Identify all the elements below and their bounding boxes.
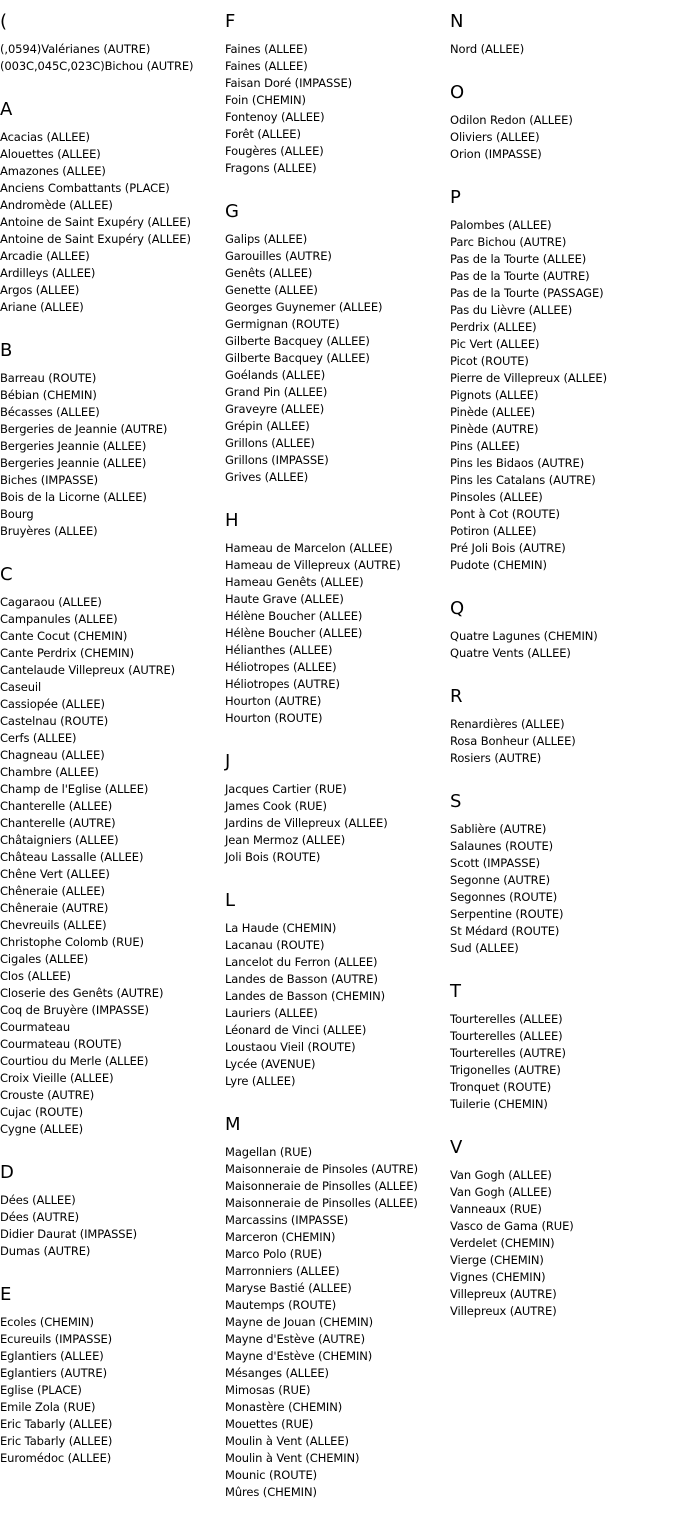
street-list-item[interactable]: Grillons (ALLEE)	[225, 436, 315, 450]
section-letter-heading: P	[450, 187, 461, 208]
letter-section	[0, 99, 225, 316]
street-list-item[interactable]: Faines (ALLEE)	[225, 59, 308, 73]
street-list-item[interactable]: Maisonneraie de Pinsoles (AUTRE)	[225, 1162, 419, 1176]
letter-section	[450, 82, 675, 163]
street-list-item[interactable]: Trigonelles (AUTRE)	[450, 1063, 561, 1077]
street-list-item[interactable]: Vignes (CHEMIN)	[450, 1270, 546, 1284]
street-list-item[interactable]: Villepreux (AUTRE)	[450, 1287, 557, 1301]
letter-section	[450, 598, 675, 662]
street-list-item[interactable]: Segonnes (ROUTE)	[450, 890, 558, 904]
street-list-item[interactable]: Marco Polo (RUE)	[225, 1247, 322, 1261]
street-list-item[interactable]: Landes de Basson (CHEMIN)	[225, 989, 386, 1003]
street-list-item[interactable]: Chêneraie (ALLEE)	[0, 884, 105, 898]
letter-section	[450, 791, 675, 957]
street-list-item[interactable]: Graveyre (ALLEE)	[225, 402, 325, 416]
street-list-item[interactable]: Hélène Boucher (ALLEE)	[225, 609, 363, 623]
street-list-item[interactable]: Croix Vieille (ALLEE)	[0, 1071, 114, 1085]
street-list-item[interactable]: Mésanges (ALLEE)	[225, 1366, 329, 1380]
street-list-item[interactable]: Courmateau (ROUTE)	[0, 1037, 122, 1051]
street-list-item[interactable]: Chagneau (ALLEE)	[0, 748, 105, 762]
street-list-item[interactable]: Emile Zola (RUE)	[0, 1400, 96, 1414]
street-list-item[interactable]: Marceron (CHEMIN)	[225, 1230, 336, 1244]
street-list-item[interactable]: Campanules (ALLEE)	[0, 612, 118, 626]
street-list-item[interactable]: Oliviers (ALLEE)	[450, 130, 540, 144]
street-list-item[interactable]: Ardilleys (ALLEE)	[0, 266, 96, 280]
street-list-item[interactable]: Galips (ALLEE)	[225, 232, 308, 246]
street-list-item[interactable]: Sablière (AUTRE)	[450, 822, 547, 836]
section-letter-heading: C	[0, 564, 13, 585]
street-list-item[interactable]: Rosa Bonheur (ALLEE)	[450, 734, 576, 748]
letter-section	[225, 1114, 450, 1501]
street-list-item[interactable]: Segonne (AUTRE)	[450, 873, 551, 887]
section-letter-heading: A	[0, 99, 13, 120]
street-list-item[interactable]: James Cook (RUE)	[225, 799, 327, 813]
street-list-item[interactable]: Chêneraie (AUTRE)	[0, 901, 109, 915]
street-list-item[interactable]: Acacias (ALLEE)	[0, 130, 90, 144]
street-list-item[interactable]: Bécasses (ALLEE)	[0, 405, 100, 419]
street-list-item[interactable]: Alouettes (ALLEE)	[0, 147, 101, 161]
street-list-item[interactable]: Marcassins (IMPASSE)	[225, 1213, 349, 1227]
street-list-item[interactable]: Pinsoles (ALLEE)	[450, 490, 543, 504]
section-letter-heading: (	[0, 11, 8, 32]
street-list-item[interactable]: (003C,045C,023C)Bichou (AUTRE)	[0, 59, 194, 73]
street-list-item[interactable]: Cante Cocut (CHEMIN)	[0, 629, 128, 643]
street-list-item[interactable]: Fougères (ALLEE)	[225, 144, 324, 158]
letter-section	[0, 1284, 225, 1467]
letter-section	[225, 510, 450, 727]
street-list-item[interactable]: Maisonneraie de Pinsolles (ALLEE)	[225, 1196, 418, 1210]
street-list-item[interactable]: Eric Tabarly (ALLEE)	[0, 1417, 113, 1431]
section-letter-heading: N	[450, 11, 464, 32]
street-list-item[interactable]: Courtiou du Merle (ALLEE)	[0, 1054, 149, 1068]
street-list-item[interactable]: Caseuil	[0, 680, 42, 694]
street-list-item[interactable]: Chanterelle (AUTRE)	[0, 816, 116, 830]
street-list-item[interactable]: Mûres (CHEMIN)	[225, 1485, 317, 1499]
street-list-item[interactable]: Coq de Bruyère (IMPASSE)	[0, 1003, 149, 1017]
street-list-item[interactable]: Parc Bichou (AUTRE)	[450, 235, 567, 249]
street-list-item[interactable]: Pudote (CHEMIN)	[450, 558, 547, 572]
street-list-item[interactable]: Vasco de Gama (RUE)	[450, 1219, 574, 1233]
street-list-item[interactable]: Eglantiers (ALLEE)	[0, 1349, 104, 1363]
street-list-item[interactable]: Genêts (ALLEE)	[225, 266, 313, 280]
street-list-item[interactable]: Pas de la Tourte (PASSAGE)	[450, 286, 604, 300]
street-list-item[interactable]: Rosiers (AUTRE)	[450, 751, 542, 765]
street-list-item[interactable]: Chambre (ALLEE)	[0, 765, 99, 779]
street-list-item[interactable]: Bourg	[0, 507, 34, 521]
street-list-item[interactable]: St Médard (ROUTE)	[450, 924, 560, 938]
street-list-item[interactable]: Cante Perdrix (CHEMIN)	[0, 646, 135, 660]
street-list-item[interactable]: Cerfs (ALLEE)	[0, 731, 77, 745]
street-list-item[interactable]: Genette (ALLEE)	[225, 283, 318, 297]
street-list-item[interactable]: Mayne de Jouan (CHEMIN)	[225, 1315, 374, 1329]
street-list-item[interactable]: Héliotropes (ALLEE)	[225, 660, 337, 674]
street-list-item[interactable]: Hélianthes (ALLEE)	[225, 643, 333, 657]
street-list-item[interactable]: Van Gogh (ALLEE)	[450, 1168, 552, 1182]
street-list-item[interactable]: Faines (ALLEE)	[225, 42, 308, 56]
street-list-item[interactable]: Pas de la Tourte (AUTRE)	[450, 269, 590, 283]
section-letter-heading: R	[450, 686, 463, 707]
street-list-item[interactable]: Cantelaude Villepreux (AUTRE)	[0, 663, 176, 677]
section-letter-heading: D	[0, 1162, 14, 1183]
street-list-item[interactable]: Champ de l'Eglise (ALLEE)	[0, 782, 149, 796]
street-list-item[interactable]: Château Lassalle (ALLEE)	[0, 850, 144, 864]
section-letter-heading: E	[0, 1284, 12, 1305]
street-list-item[interactable]: Pignots (ALLEE)	[450, 388, 539, 402]
street-list-item[interactable]: Landes de Basson (AUTRE)	[225, 972, 378, 986]
letter-section	[450, 981, 675, 1113]
street-list-item[interactable]: Castelnau (ROUTE)	[0, 714, 109, 728]
letter-section	[450, 187, 675, 574]
street-list-item[interactable]: Bergeries Jeannie (ALLEE)	[0, 456, 147, 470]
street-list-item[interactable]: Barreau (ROUTE)	[0, 371, 97, 385]
street-list-item[interactable]: Pont à Cot (ROUTE)	[450, 507, 560, 521]
street-list-item[interactable]: Quatre Lagunes (CHEMIN)	[450, 629, 598, 643]
street-list-item[interactable]: Jean Mermoz (ALLEE)	[225, 833, 346, 847]
street-list-item[interactable]: Cujac (ROUTE)	[0, 1105, 83, 1119]
street-list-item[interactable]: Hameau de Villepreux (AUTRE)	[225, 558, 401, 572]
letter-section	[225, 11, 450, 177]
street-list-item[interactable]: Tourterelles (AUTRE)	[450, 1046, 566, 1060]
street-list-item[interactable]: Renardières (ALLEE)	[450, 717, 565, 731]
street-list-item[interactable]: Vierge (CHEMIN)	[450, 1253, 544, 1267]
street-list-item[interactable]: Verdelet (CHEMIN)	[450, 1236, 555, 1250]
street-list-item[interactable]: Quatre Vents (ALLEE)	[450, 646, 571, 660]
street-list-item[interactable]: Moulin à Vent (CHEMIN)	[225, 1451, 360, 1465]
letter-section	[450, 686, 675, 767]
street-list-item[interactable]: Palombes (ALLEE)	[450, 218, 552, 232]
street-list-item[interactable]: Serpentine (ROUTE)	[450, 907, 564, 921]
street-list-item[interactable]: Potiron (ALLEE)	[450, 524, 537, 538]
letter-section	[0, 1162, 225, 1260]
street-list-item[interactable]: Antoine de Saint Exupéry (ALLEE)	[0, 215, 191, 229]
street-list-item[interactable]: Lancelot du Ferron (ALLEE)	[225, 955, 378, 969]
street-list-item[interactable]: Cygne (ALLEE)	[0, 1122, 84, 1136]
street-list-item[interactable]: Mouettes (RUE)	[225, 1417, 314, 1431]
street-list-item[interactable]: Mounic (ROUTE)	[225, 1468, 318, 1482]
street-list-item[interactable]: Orion (IMPASSE)	[450, 147, 542, 161]
street-list-item[interactable]: Georges Guynemer (ALLEE)	[225, 300, 383, 314]
section-letter-heading: L	[225, 890, 236, 911]
street-list-item[interactable]: Mayne d'Estève (AUTRE)	[225, 1332, 365, 1346]
section-letter-heading: F	[225, 11, 236, 32]
section-letter-heading: S	[450, 791, 462, 812]
street-list-item[interactable]: Eglise (PLACE)	[0, 1383, 82, 1397]
street-list-item[interactable]: Léonard de Vinci (ALLEE)	[225, 1023, 367, 1037]
letter-section	[225, 751, 450, 866]
street-list-item[interactable]: Foin (CHEMIN)	[225, 93, 306, 107]
letter-section	[0, 11, 225, 75]
street-list-item[interactable]: Pinède (AUTRE)	[450, 422, 539, 436]
street-list-item[interactable]: Faisan Doré (IMPASSE)	[225, 76, 353, 90]
index-column-3	[450, 11, 675, 1344]
section-letter-heading: V	[450, 1137, 463, 1158]
street-list-item[interactable]: Forêt (ALLEE)	[225, 127, 301, 141]
street-list-item[interactable]: Euromédoc (ALLEE)	[0, 1451, 112, 1465]
section-letter-heading: H	[225, 510, 239, 531]
street-list-item[interactable]: Bois de la Licorne (ALLEE)	[0, 490, 147, 504]
street-list-item[interactable]: Goélands (ALLEE)	[225, 368, 326, 382]
street-list-item[interactable]: Cigales (ALLEE)	[0, 952, 89, 966]
street-list-item[interactable]: Pinède (ALLEE)	[450, 405, 536, 419]
street-list-item[interactable]: Tronquet (ROUTE)	[450, 1080, 552, 1094]
street-list-item[interactable]: Pic Vert (ALLEE)	[450, 337, 540, 351]
street-list-item[interactable]: Maisonneraie de Pinsolles (ALLEE)	[225, 1179, 418, 1193]
street-list-item[interactable]: Châtaigniers (ALLEE)	[0, 833, 119, 847]
street-list-item[interactable]: Pas de la Tourte (ALLEE)	[450, 252, 587, 266]
street-list-item[interactable]: Grand Pin (ALLEE)	[225, 385, 328, 399]
street-list-item[interactable]: Lycée (AVENUE)	[225, 1057, 316, 1071]
street-list-item[interactable]: Cagaraou (ALLEE)	[0, 595, 102, 609]
street-list-item[interactable]: Grillons (IMPASSE)	[225, 453, 329, 467]
street-list-item[interactable]: Picot (ROUTE)	[450, 354, 529, 368]
street-list-item[interactable]: Clos (ALLEE)	[0, 969, 71, 983]
street-list-item[interactable]: Lyre (ALLEE)	[225, 1074, 296, 1088]
street-list-item[interactable]: Mimosas (RUE)	[225, 1383, 311, 1397]
letter-section	[450, 1137, 675, 1320]
street-list-item[interactable]: Pré Joli Bois (AUTRE)	[450, 541, 566, 555]
street-list-item[interactable]: Marronniers (ALLEE)	[225, 1264, 340, 1278]
street-list-item[interactable]: Gilberte Bacquey (ALLEE)	[225, 334, 370, 348]
street-list-item[interactable]: Closerie des Genêts (AUTRE)	[0, 986, 164, 1000]
street-list-item[interactable]: Tourterelles (ALLEE)	[450, 1029, 563, 1043]
street-list-item[interactable]: Crouste (AUTRE)	[0, 1088, 95, 1102]
street-list-item[interactable]: Joli Bois (ROUTE)	[225, 850, 321, 864]
street-list-item[interactable]: Hameau Genêts (ALLEE)	[225, 575, 364, 589]
street-list-item[interactable]: Andromède (ALLEE)	[0, 198, 113, 212]
street-list-item[interactable]: Jacques Cartier (RUE)	[225, 782, 347, 796]
street-list-item[interactable]: Perdrix (ALLEE)	[450, 320, 537, 334]
street-list-item[interactable]: Antoine de Saint Exupéry (ALLEE)	[0, 232, 191, 246]
letter-section	[0, 340, 225, 540]
street-list-item[interactable]: Sud (ALLEE)	[450, 941, 519, 955]
street-list-item[interactable]: Grépin (ALLEE)	[225, 419, 310, 433]
street-list-item[interactable]: Vanneaux (RUE)	[450, 1202, 542, 1216]
street-list-item[interactable]: Fontenoy (ALLEE)	[225, 110, 325, 124]
street-list-item[interactable]: Pins (ALLEE)	[450, 439, 520, 453]
letter-section	[0, 564, 225, 1138]
letter-section	[225, 201, 450, 486]
index-column-2	[225, 11, 450, 1525]
street-list-item[interactable]: Ariane (ALLEE)	[0, 300, 84, 314]
street-list-item[interactable]: Bergeries de Jeannie (AUTRE)	[0, 422, 168, 436]
street-list-item[interactable]: Salaunes (ROUTE)	[450, 839, 554, 853]
street-list-item[interactable]: Odilon Redon (ALLEE)	[450, 113, 573, 127]
street-list-item[interactable]: Tourterelles (ALLEE)	[450, 1012, 563, 1026]
street-list-item[interactable]: Ecoles (CHEMIN)	[0, 1315, 94, 1329]
letter-section	[450, 11, 675, 58]
street-list-item[interactable]: Pins les Catalans (AUTRE)	[450, 473, 596, 487]
street-list-item[interactable]: La Haude (CHEMIN)	[225, 921, 337, 935]
street-list-item[interactable]: Lauriers (ALLEE)	[225, 1006, 318, 1020]
street-list-item[interactable]: Christophe Colomb (RUE)	[0, 935, 144, 949]
street-list-item[interactable]: Lacanau (ROUTE)	[225, 938, 325, 952]
street-list-item[interactable]: Courmateau	[0, 1020, 71, 1034]
street-list-item[interactable]: Hourton (ROUTE)	[225, 711, 323, 725]
street-list-item[interactable]: Haute Grave (ALLEE)	[225, 592, 344, 606]
street-list-item[interactable]: Hameau de Marcelon (ALLEE)	[225, 541, 393, 555]
street-list-item[interactable]: Arcadie (ALLEE)	[0, 249, 90, 263]
street-list-item[interactable]: Eglantiers (AUTRE)	[0, 1366, 107, 1380]
street-list-item[interactable]: Cassiopée (ALLEE)	[0, 697, 105, 711]
index-column-1	[0, 11, 225, 1491]
section-letter-heading: M	[225, 1114, 241, 1135]
street-list-item[interactable]: Dumas (AUTRE)	[0, 1244, 91, 1258]
street-list-item[interactable]: Ecureuils (IMPASSE)	[0, 1332, 113, 1346]
street-list-item[interactable]: Nord (ALLEE)	[450, 42, 525, 56]
street-list-item[interactable]: Pas du Lièvre (ALLEE)	[450, 303, 573, 317]
street-list-item[interactable]: Chevreuils (ALLEE)	[0, 918, 107, 932]
street-list-item[interactable]: Loustaou Vieil (ROUTE)	[225, 1040, 356, 1054]
street-list-item[interactable]: Bergeries Jeannie (ALLEE)	[0, 439, 147, 453]
street-list-item[interactable]: Jardins de Villepreux (ALLEE)	[225, 816, 388, 830]
street-list-item[interactable]: Hourton (AUTRE)	[225, 694, 322, 708]
section-letter-heading: J	[225, 751, 231, 772]
section-letter-heading: B	[0, 340, 13, 361]
street-list-item[interactable]: Scott (IMPASSE)	[450, 856, 541, 870]
street-list-item[interactable]: Mayne d'Estève (CHEMIN)	[225, 1349, 373, 1363]
street-list-item[interactable]: Fragons (ALLEE)	[225, 161, 317, 175]
section-letter-heading: Q	[450, 598, 465, 619]
street-list-item[interactable]: Tuilerie (CHEMIN)	[450, 1097, 548, 1111]
street-list-item[interactable]: Dées (AUTRE)	[0, 1210, 79, 1224]
street-list-item[interactable]: Anciens Combattants (PLACE)	[0, 181, 170, 195]
street-list-item[interactable]: Argos (ALLEE)	[0, 283, 80, 297]
street-list-item[interactable]: Grives (ALLEE)	[225, 470, 309, 484]
street-list-item[interactable]: Biches (IMPASSE)	[0, 473, 99, 487]
street-list-item[interactable]: Van Gogh (ALLEE)	[450, 1185, 552, 1199]
street-list-item[interactable]: Dées (ALLEE)	[0, 1193, 76, 1207]
street-list-item[interactable]: Amazones (ALLEE)	[0, 164, 106, 178]
street-list-item[interactable]: Didier Daurat (IMPASSE)	[0, 1227, 138, 1241]
street-list-item[interactable]: Germignan (ROUTE)	[225, 317, 340, 331]
street-list-item[interactable]: Bruyères (ALLEE)	[0, 524, 98, 538]
section-letter-heading: T	[450, 981, 461, 1002]
street-list-item[interactable]: Héliotropes (AUTRE)	[225, 677, 340, 691]
section-letter-heading: G	[225, 201, 239, 222]
letter-section	[225, 890, 450, 1090]
street-list-item[interactable]: Hélène Boucher (ALLEE)	[225, 626, 363, 640]
street-list-item[interactable]: Moulin à Vent (ALLEE)	[225, 1434, 349, 1448]
street-list-item[interactable]: Magellan (RUE)	[225, 1145, 312, 1159]
street-list-item[interactable]: Maryse Bastié (ALLEE)	[225, 1281, 352, 1295]
street-list-item[interactable]: Pins les Bidaos (AUTRE)	[450, 456, 585, 470]
street-list-item[interactable]: Eric Tabarly (ALLEE)	[0, 1434, 113, 1448]
street-list-item[interactable]: Chanterelle (ALLEE)	[0, 799, 113, 813]
street-list-item[interactable]: (,0594)Valérianes (AUTRE)	[0, 42, 151, 56]
street-list-item[interactable]: Gilberte Bacquey (ALLEE)	[225, 351, 370, 365]
street-list-item[interactable]: Pierre de Villepreux (ALLEE)	[450, 371, 607, 385]
street-list-item[interactable]: Mautemps (ROUTE)	[225, 1298, 337, 1312]
street-list-item[interactable]: Chêne Vert (ALLEE)	[0, 867, 110, 881]
street-list-item[interactable]: Bébian (CHEMIN)	[0, 388, 97, 402]
street-list-item[interactable]: Monastère (CHEMIN)	[225, 1400, 343, 1414]
street-list-item[interactable]: Garouilles (AUTRE)	[225, 249, 332, 263]
street-list-item[interactable]: Villepreux (AUTRE)	[450, 1304, 557, 1318]
section-letter-heading: O	[450, 82, 465, 103]
